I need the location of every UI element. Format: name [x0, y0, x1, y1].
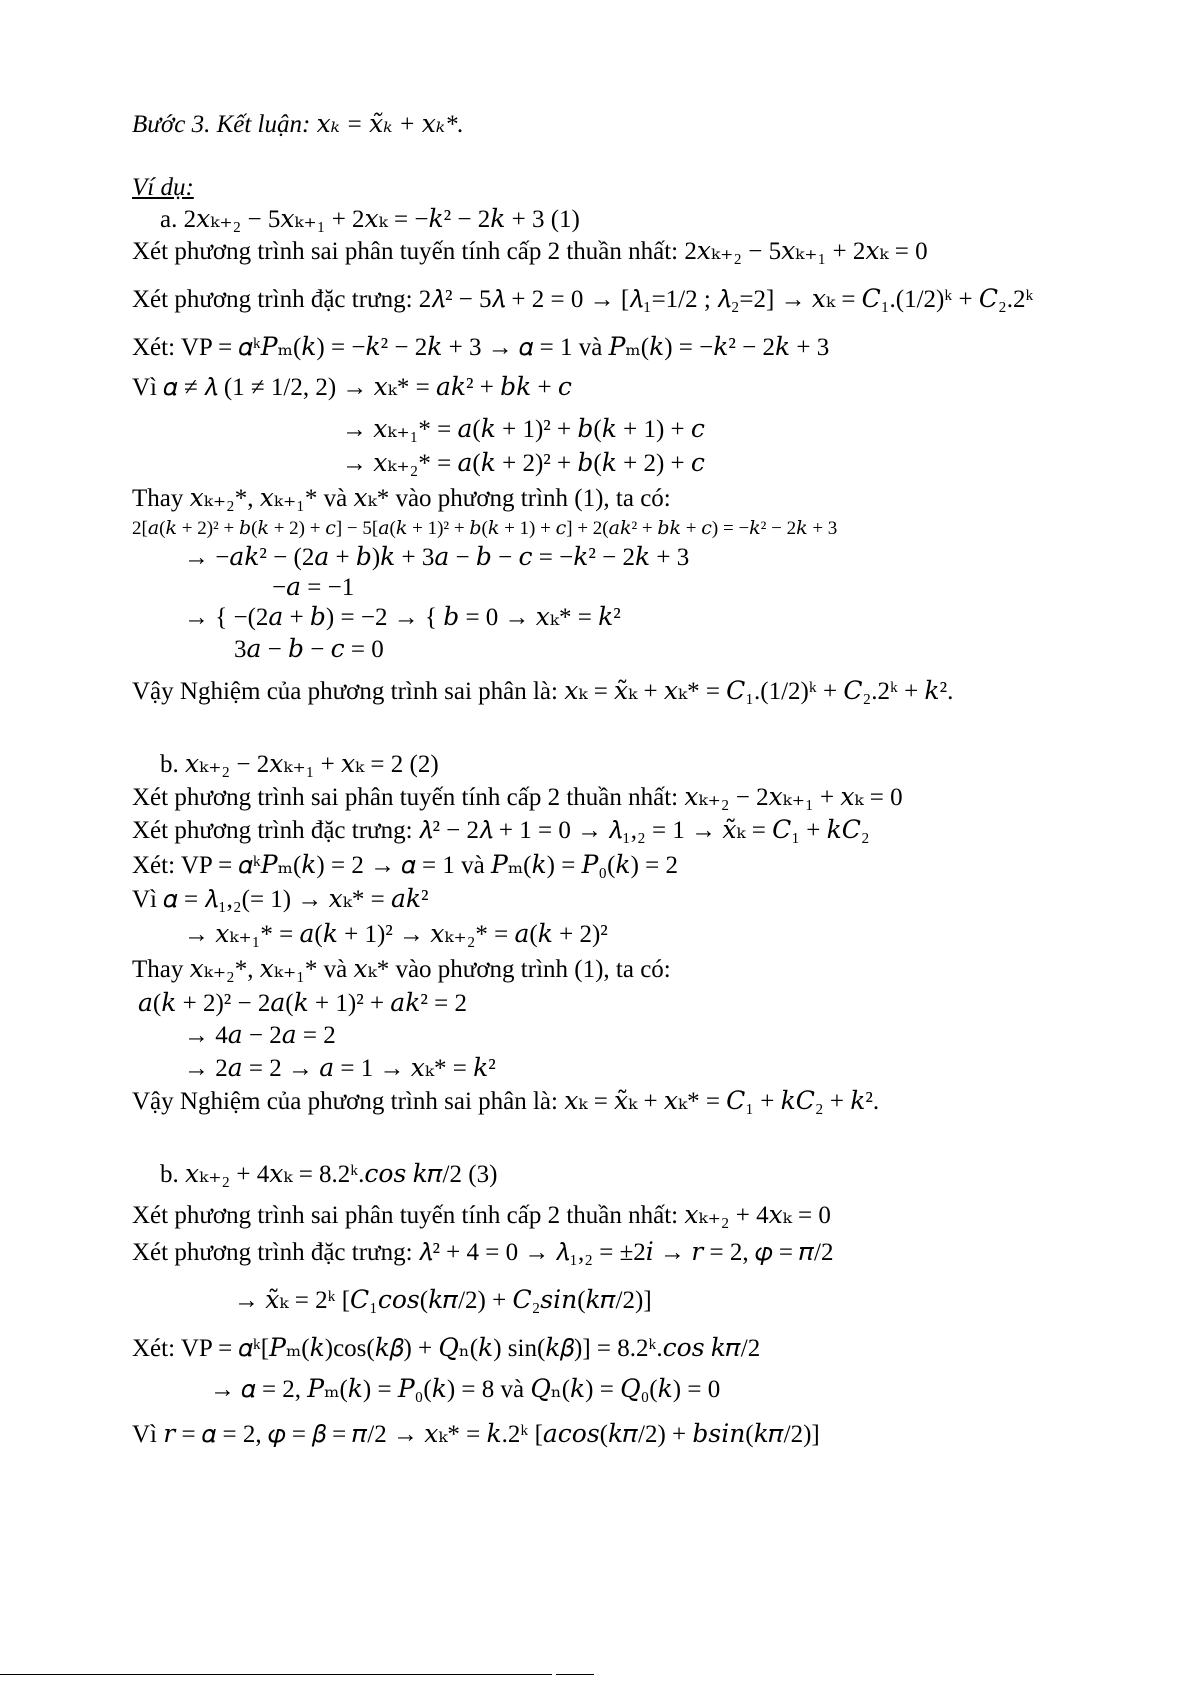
- example-c-equation: b. 𝑥ₖ₊₂ + 4𝑥ₖ = 8.2ᵏ.𝑐𝑜𝑠 𝑘𝜋/2 (3): [160, 1161, 498, 1188]
- example-c-parameters: → 𝛼 = 2, 𝑃ₘ(𝑘) = 𝑃₀(𝑘) = 8 và 𝑄ₙ(𝑘) = 𝑄₀(𝑘) = 0: [210, 1376, 721, 1403]
- example-a-solution: Vậy Nghiệm của phương trình sai phân là: 𝑥ₖ = 𝑥̃ₖ + 𝑥ₖ* = 𝐶₁.(1/2)ᵏ + 𝐶₂.2ᵏ + 𝑘².: [132, 678, 954, 705]
- example-b-rhs: Xét: VP = 𝛼ᵏ𝑃ₘ(𝑘) = 2 → 𝛼 = 1 và 𝑃ₘ(𝑘) = 𝑃₀(𝑘) = 2: [132, 852, 678, 879]
- example-c-particular-form: Vì 𝑟 = 𝛼 = 2, 𝜑 = 𝛽 = 𝜋/2 → 𝑥ₖ* = 𝑘.2ᵏ [𝑎𝑐𝑜𝑠(𝑘𝜋/2) + 𝑏𝑠𝑖𝑛(𝑘𝜋/2)]: [132, 1421, 820, 1448]
- example-b-step2: → 2𝑎 = 2 → 𝑎 = 1 → 𝑥ₖ* = 𝑘²: [184, 1055, 496, 1082]
- example-a-system-row2: → { −(2𝑎 + 𝑏) = −2 → { 𝑏 = 0 → 𝑥ₖ* = 𝑘²: [184, 604, 621, 631]
- example-b-substitute: Thay 𝑥ₖ₊₂*, 𝑥ₖ₊₁* và 𝑥ₖ* vào phương trình (1), ta có:: [132, 956, 671, 983]
- example-a-system-row3: 3𝑎 − 𝑏 − 𝑐 = 0: [234, 636, 384, 663]
- example-a-expanded: 2[𝑎(𝑘 + 2)² + 𝑏(𝑘 + 2) + 𝑐] − 5[𝑎(𝑘 + 1)² + 𝑏(𝑘 + 1) + 𝑐] + 2(𝑎𝑘² + 𝑏𝑘 + 𝑐) = −𝑘² − 2𝑘 + 3: [132, 518, 838, 539]
- example-a-xk2: → 𝑥ₖ₊₂* = 𝑎(𝑘 + 2)² + 𝑏(𝑘 + 2) + 𝑐: [342, 450, 705, 477]
- step3-conclusion: Bước 3. Kết luận: 𝑥ₖ = 𝑥̃ₖ + 𝑥ₖ*.: [132, 111, 464, 138]
- example-a-homogeneous: Xét phương trình sai phân tuyến tính cấp 2 thuần nhất: 2𝑥ₖ₊₂ − 5𝑥ₖ₊₁ + 2𝑥ₖ = 0: [132, 238, 928, 265]
- example-c-rhs: Xét: VP = 𝛼ᵏ[𝑃ₘ(𝑘)cos(𝑘𝛽) + 𝑄ₙ(𝑘) sin(𝑘𝛽)] = 8.2ᵏ.𝑐𝑜𝑠 𝑘𝜋/2: [132, 1335, 761, 1362]
- example-a-equation: a. 2𝑥ₖ₊₂ − 5𝑥ₖ₊₁ + 2𝑥ₖ = −𝑘² − 2𝑘 + 3 (1): [160, 206, 580, 233]
- example-b-step1: → 4𝑎 − 2𝑎 = 2: [184, 1022, 336, 1049]
- example-a-collected: → −𝑎𝑘² − (2𝑎 + 𝑏)𝑘 + 3𝑎 − 𝑏 − 𝑐 = −𝑘² − 2𝑘 + 3: [184, 544, 690, 571]
- example-c-homogeneous: Xét phương trình sai phân tuyến tính cấp 2 thuần nhất: 𝑥ₖ₊₂ + 4𝑥ₖ = 0: [132, 1202, 831, 1229]
- example-b-characteristic: Xét phương trình đặc trưng: 𝜆² − 2𝜆 + 1 = 0 → 𝜆₁,₂ = 1 → 𝑥̃ₖ = 𝐶₁ + 𝑘𝐶₂: [132, 817, 870, 844]
- footer-rule-left: [0, 1674, 552, 1675]
- example-a-particular-form: Vì 𝛼 ≠ 𝜆 (1 ≠ 1/2, 2) → 𝑥ₖ* = 𝑎𝑘² + 𝑏𝑘 + 𝑐: [132, 374, 572, 401]
- example-b-solution: Vậy Nghiệm của phương trình sai phân là: 𝑥ₖ = 𝑥̃ₖ + 𝑥ₖ* = 𝐶₁ + 𝑘𝐶₂ + 𝑘².: [132, 1088, 880, 1115]
- example-c-characteristic: Xét phương trình đặc trưng: 𝜆² + 4 = 0 → 𝜆₁,₂ = ±2𝑖 → 𝑟 = 2, 𝜑 = 𝜋/2: [132, 1239, 834, 1266]
- example-a-substitute: Thay 𝑥ₖ₊₂*, 𝑥ₖ₊₁* và 𝑥ₖ* vào phương trình (1), ta có:: [132, 485, 671, 512]
- example-a-characteristic: Xét phương trình đặc trưng: 2𝜆² − 5𝜆 + 2 = 0 → [𝜆₁=1/2 ; 𝜆₂=2] → 𝑥ₖ = 𝐶₁.(1/2)ᵏ + 𝐶₂.2ᵏ: [132, 286, 1034, 313]
- example-heading: Ví dụ:: [132, 174, 194, 201]
- example-b-equation: b. 𝑥ₖ₊₂ − 2𝑥ₖ₊₁ + 𝑥ₖ = 2 (2): [160, 751, 439, 778]
- example-a-rhs: Xét: VP = 𝛼ᵏ𝑃ₘ(𝑘) = −𝑘² − 2𝑘 + 3 → 𝛼 = 1 và 𝑃ₘ(𝑘) = −𝑘² − 2𝑘 + 3: [132, 334, 830, 361]
- example-b-homogeneous: Xét phương trình sai phân tuyến tính cấp 2 thuần nhất: 𝑥ₖ₊₂ − 2𝑥ₖ₊₁ + 𝑥ₖ = 0: [132, 784, 903, 811]
- example-a-system-row1: −𝑎 = −1: [272, 574, 355, 601]
- footer-rule-right: [556, 1674, 594, 1675]
- example-b-shifts: → 𝑥ₖ₊₁* = 𝑎(𝑘 + 1)² → 𝑥ₖ₊₂* = 𝑎(𝑘 + 2)²: [184, 921, 608, 948]
- example-a-xk1: → 𝑥ₖ₊₁* = 𝑎(𝑘 + 1)² + 𝑏(𝑘 + 1) + 𝑐: [342, 416, 705, 443]
- example-b-expanded: 𝑎(𝑘 + 2)² − 2𝑎(𝑘 + 1)² + 𝑎𝑘² = 2: [138, 990, 467, 1017]
- example-c-homogeneous-solution: → 𝑥̃ₖ = 2ᵏ [𝐶₁𝑐𝑜𝑠(𝑘𝜋/2) + 𝐶₂𝑠𝑖𝑛(𝑘𝜋/2)]: [234, 1287, 652, 1314]
- example-b-particular-form: Vì 𝛼 = 𝜆₁,₂(= 1) → 𝑥ₖ* = 𝑎𝑘²: [132, 886, 429, 913]
